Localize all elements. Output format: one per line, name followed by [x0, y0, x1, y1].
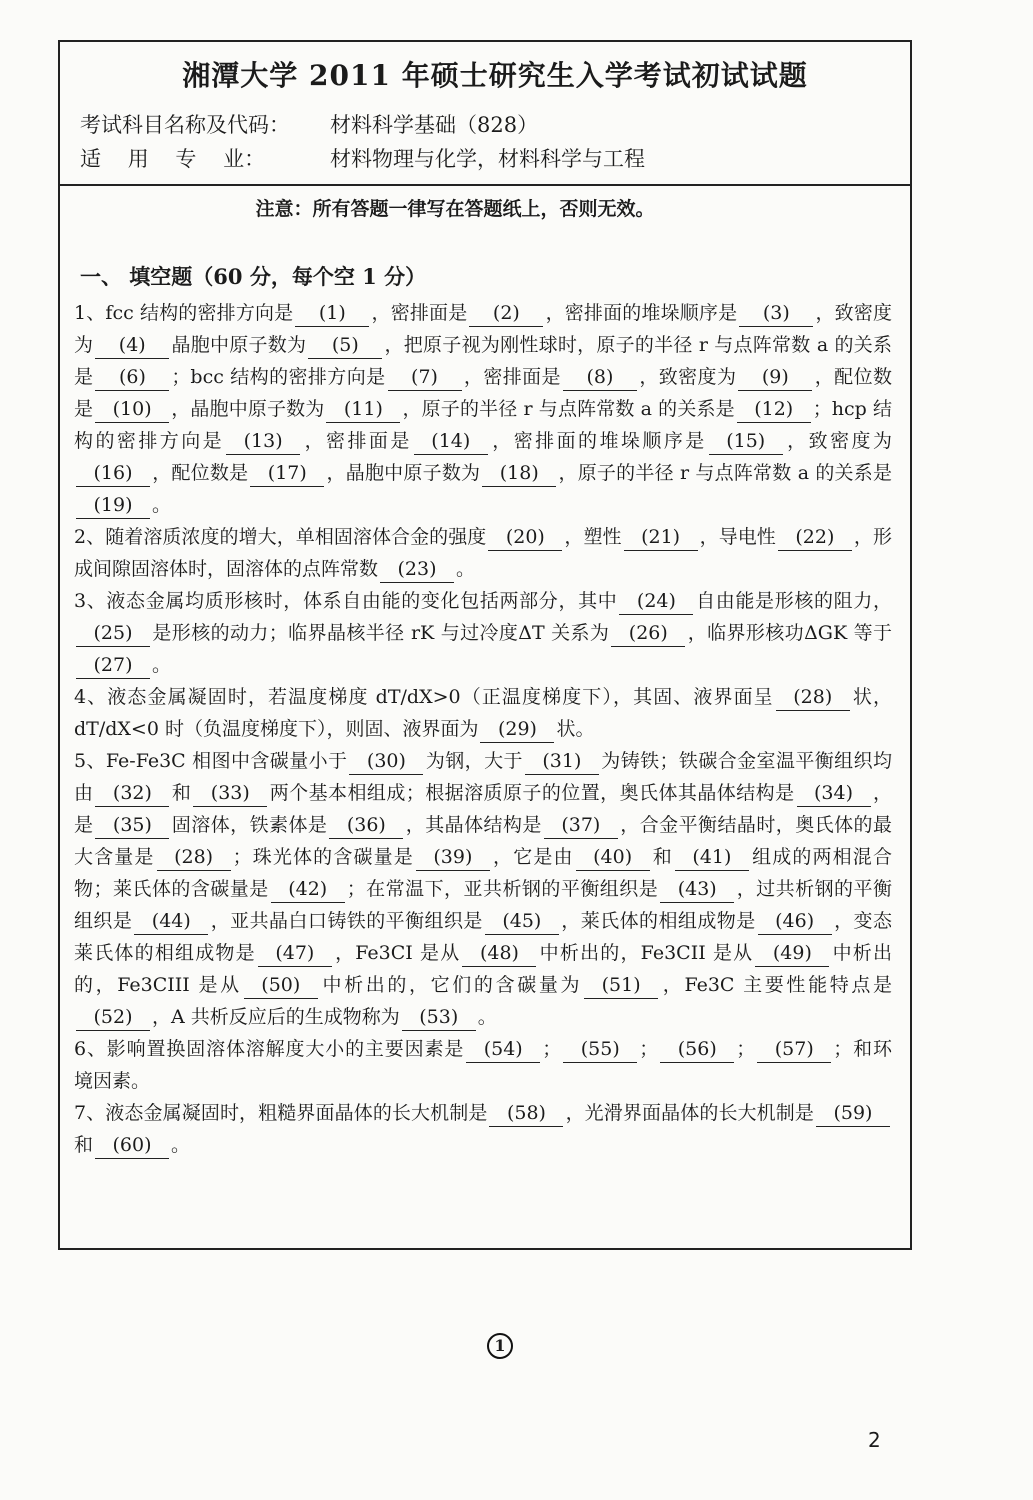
- question-text: ，晶胞中原子数为: [171, 398, 325, 420]
- question-text: ，密排面是: [463, 366, 561, 388]
- answer-blank: (4): [95, 332, 169, 359]
- question-text: ，密排面的堆垛顺序是: [545, 302, 738, 324]
- answer-blank: (24): [619, 588, 693, 615]
- answer-blank: (18): [482, 460, 556, 487]
- subject-row: [80, 108, 910, 142]
- answer-blank: (25): [76, 620, 150, 647]
- subject-label: 考试科目名称及代码：: [80, 113, 290, 137]
- major-row: [80, 142, 910, 176]
- question-text: ，光滑界面晶体的长大机制是: [565, 1102, 814, 1124]
- answer-blank: (44): [134, 908, 208, 935]
- question-text: ，莱氏体的相组成物是: [560, 910, 756, 932]
- question-text: 为钢，大于: [425, 750, 523, 772]
- question-text: ，Fe3CI 是从: [333, 942, 461, 964]
- answer-blank: (23): [380, 556, 454, 583]
- question-text: 6、影响置换固溶体溶解度大小的主要因素是: [74, 1038, 465, 1060]
- answer-blank: (10): [95, 396, 169, 423]
- answer-blank: (55): [563, 1036, 637, 1063]
- question-text: 2、随着溶质浓度的增大，单相固溶体合金的强度: [74, 526, 487, 548]
- question-text: ，配位数是: [74, 366, 892, 420]
- answer-blank: (3): [739, 300, 813, 327]
- answer-blank: (45): [485, 908, 559, 935]
- question-text: 中析出的，它们的含碳量为: [319, 974, 583, 996]
- answer-blank: (28): [776, 684, 850, 711]
- answer-blank: (5): [308, 332, 382, 359]
- question-text: ；: [542, 1038, 562, 1060]
- answer-blank: (21): [624, 524, 698, 551]
- answer-blank: (59): [816, 1100, 890, 1127]
- question-text: 状。: [556, 718, 595, 740]
- question-text: ，原子的半径 r 与点阵常数 a 的关系是: [558, 462, 892, 484]
- exam-title: 湘潭大学 2011 年硕士研究生入学考试初试试题: [182, 59, 808, 92]
- page-number: 2: [868, 1428, 881, 1452]
- answer-blank: (32): [95, 780, 169, 807]
- question-text: ，配位数是: [152, 462, 249, 484]
- answer-blank: (27): [76, 652, 150, 679]
- answer-blank: (20): [488, 524, 562, 551]
- question-text: 中析出的，Fe3CIII 是从: [74, 942, 892, 996]
- question-text: ，形成间隙固溶体时，固溶体的点阵常数: [74, 526, 892, 580]
- answer-blank: (14): [414, 428, 488, 455]
- question-3: [74, 585, 892, 681]
- major-value: 材料物理与化学，材料科学与工程: [330, 147, 645, 171]
- answer-blank: (57): [757, 1036, 831, 1063]
- question-text: ；和环境因素。: [74, 1038, 892, 1092]
- question-text: 3、液态金属均质形核时，体系自由能的变化包括两部分，其中: [74, 590, 618, 612]
- answer-blank: (31): [525, 748, 599, 775]
- answer-blank: (28): [157, 844, 231, 871]
- answer-blank: (58): [489, 1100, 563, 1127]
- answer-blank: (56): [660, 1036, 734, 1063]
- question-text: 1、fcc 结构的密排方向是: [74, 302, 294, 324]
- answer-blank: (53): [402, 1004, 476, 1031]
- answer-blank: (33): [193, 780, 267, 807]
- question-text: 两个基本相组成；根据溶质原子的位置，奥氏体其晶体结构是: [269, 782, 795, 804]
- question-text: ；珠光体的含碳量是: [232, 846, 414, 868]
- question-text: ，Fe3C 主要性能特点是: [660, 974, 892, 996]
- question-text: ，亚共晶白口铸铁的平衡组织是: [210, 910, 483, 932]
- question-text: ，导电性: [699, 526, 776, 548]
- answer-blank: (13): [226, 428, 300, 455]
- question-text: ，密排面是: [371, 302, 468, 324]
- question-text: ，致密度为: [74, 302, 892, 356]
- exam-notice: 注意：所有答题一律写在答题纸上，否则无效。: [255, 198, 655, 220]
- answer-blank: (41): [675, 844, 749, 871]
- question-text: ，晶胞中原子数为: [326, 462, 481, 484]
- answer-blank: (47): [258, 940, 332, 967]
- question-6: [74, 1033, 892, 1097]
- answer-blank: (29): [480, 716, 554, 743]
- question-text: ，合金平衡结晶时，奥氏体的最大含量是: [74, 814, 892, 868]
- answer-blank: (52): [76, 1004, 150, 1031]
- question-7: [74, 1097, 892, 1161]
- answer-blank: (30): [349, 748, 423, 775]
- questions-list: [60, 297, 910, 1161]
- exam-header: [60, 42, 910, 186]
- answer-blank: (1): [295, 300, 369, 327]
- question-text: ，过共析钢的平衡组织是: [74, 878, 892, 932]
- section-title: 一、 填空题（60 分，每个空 1 分）: [80, 264, 427, 289]
- answer-blank: (15): [709, 428, 783, 455]
- question-text: ，变态莱氏体的相组成物是: [74, 910, 892, 964]
- question-text: 固溶体，铁素体是: [171, 814, 328, 836]
- question-text: ；bcc 结构的密排方向是: [171, 366, 386, 388]
- question-text: ，密排面的堆垛顺序是: [489, 430, 707, 452]
- question-text: 组成的两相混合物；莱氏体的含碳量是: [74, 846, 892, 900]
- answer-blank: (48): [462, 940, 536, 967]
- question-text: ，致密度为: [784, 430, 892, 452]
- question-text: 中析出的，Fe3CII 是从: [538, 942, 754, 964]
- question-text: 。: [152, 654, 172, 676]
- answer-blank: (35): [95, 812, 169, 839]
- question-text: ；在常温下，亚共析钢的平衡组织是: [346, 878, 659, 900]
- exam-paper-box: [58, 40, 912, 1250]
- question-text: ，致密度为: [638, 366, 737, 388]
- answer-blank: (12): [737, 396, 811, 423]
- answer-blank: (6): [95, 364, 169, 391]
- answer-blank: (11): [326, 396, 400, 423]
- answer-blank: (7): [388, 364, 462, 391]
- answer-blank: (39): [416, 844, 490, 871]
- question-text: ，塑性: [564, 526, 622, 548]
- question-text: ，原子的半径 r 与点阵常数 a 的关系是: [402, 398, 735, 420]
- answer-blank: (8): [563, 364, 637, 391]
- answer-blank: (22): [778, 524, 852, 551]
- question-text: ，它是由: [491, 846, 574, 868]
- answer-blank: (37): [544, 812, 618, 839]
- question-text: ，其晶体结构是: [405, 814, 542, 836]
- question-text: ，A 共析反应后的生成物称为: [152, 1006, 400, 1028]
- answer-blank: (9): [738, 364, 812, 391]
- question-1: [74, 297, 892, 521]
- question-text: ；: [639, 1038, 659, 1060]
- question-text: 自由能是形核的阻力，: [695, 590, 892, 612]
- question-text: 和: [74, 1134, 94, 1156]
- question-text: 晶胞中原子数为: [171, 334, 307, 356]
- question-text: 。: [456, 558, 476, 580]
- question-2: [74, 521, 892, 585]
- question-text: 4、液态金属凝固时，若温度梯度 dT/dX>0（正温度梯度下），其固、液界面呈: [74, 686, 774, 708]
- answer-blank: (49): [755, 940, 829, 967]
- circled-page-mark: 1: [487, 1333, 513, 1359]
- question-text: 。: [477, 1006, 497, 1028]
- question-text: 是形核的动力；临界晶核半径 rK 与过冷度ΔT 关系为: [152, 622, 610, 644]
- answer-blank: (42): [271, 876, 345, 903]
- answer-blank: (26): [611, 620, 685, 647]
- answer-blank: (60): [95, 1132, 169, 1159]
- question-text: 和: [171, 782, 192, 804]
- question-text: ，临界形核功ΔGK 等于: [687, 622, 892, 644]
- answer-blank: (40): [576, 844, 650, 871]
- answer-blank: (54): [466, 1036, 540, 1063]
- question-text: ；: [736, 1038, 756, 1060]
- answer-blank: (46): [758, 908, 832, 935]
- question-text: 。: [171, 1134, 191, 1156]
- question-text: 。: [152, 494, 172, 516]
- question-text: ；hcp 结构的密排方向是: [74, 398, 892, 452]
- answer-blank: (16): [76, 460, 150, 487]
- question-4: [74, 681, 892, 745]
- question-text: 状，dT/dX<0 时（负温度梯度下），则固、液界面为: [74, 686, 892, 740]
- question-text: 5、Fe-Fe3C 相图中含碳量小于: [74, 750, 348, 772]
- major-label: 适 用 专 业：: [80, 147, 266, 171]
- question-text: 和: [651, 846, 673, 868]
- subject-value: 材料科学基础（828）: [330, 113, 539, 137]
- answer-blank: (34): [797, 780, 871, 807]
- answer-blank: (51): [584, 972, 658, 999]
- question-text: ，把原子视为刚性球时，原子的半径 r 与点阵常数 a 的关系是: [74, 334, 892, 388]
- question-text: ，密排面是: [302, 430, 412, 452]
- question-text: 7、液态金属凝固时，粗糙界面晶体的长大机制是: [74, 1102, 488, 1124]
- answer-blank: (2): [469, 300, 543, 327]
- question-5: [74, 745, 892, 1033]
- answer-blank: (36): [329, 812, 403, 839]
- answer-blank: (17): [250, 460, 324, 487]
- answer-blank: (19): [76, 492, 150, 519]
- answer-blank: (43): [660, 876, 734, 903]
- question-text: ，是: [74, 782, 892, 836]
- answer-blank: (50): [244, 972, 318, 999]
- question-text: 为铸铁；铁碳合金室温平衡组织均由: [74, 750, 892, 804]
